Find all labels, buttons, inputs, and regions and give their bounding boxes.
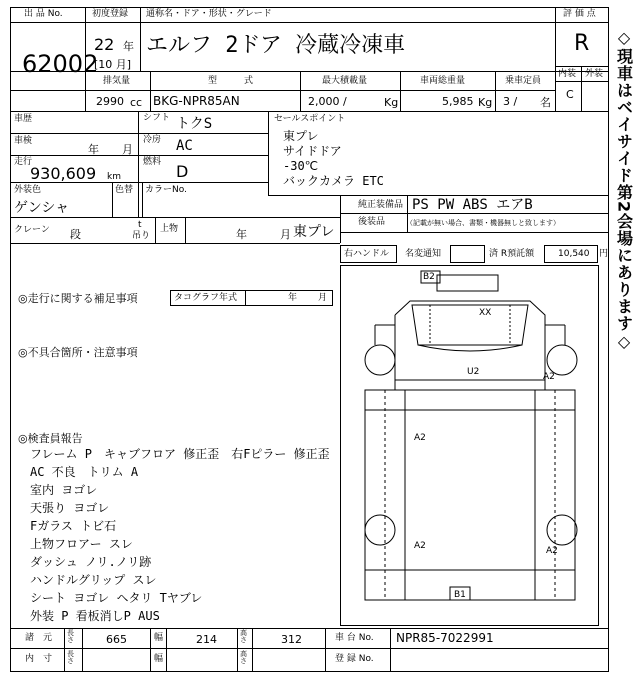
- name-change-label: 名変通知: [405, 249, 442, 259]
- genuine-equipment-label: 純正装備品: [358, 200, 404, 210]
- first-registration-year: 22: [94, 35, 115, 54]
- score-label: 評 価 点: [563, 9, 596, 19]
- dimensions-label: 諸 元: [25, 633, 53, 643]
- vehicle-name-label: 通称名・ドア・形状・グレード: [146, 9, 272, 19]
- sales-point-label: セールスポイント: [274, 114, 346, 124]
- sales-point-line: -30℃: [283, 159, 319, 173]
- history-label: 車歴: [14, 114, 33, 124]
- damage-mark-xx: XX: [479, 308, 492, 318]
- damage-mark-b1: B1: [454, 590, 466, 600]
- shift-label: シフト: [143, 113, 171, 123]
- first-registration-month: [10 月]: [94, 58, 132, 71]
- crane-ton-unit: t: [138, 220, 142, 230]
- ac-value: AC: [176, 138, 193, 154]
- kg-unit: Kg: [384, 96, 399, 109]
- sales-point-line: 東プレ: [283, 129, 319, 143]
- sales-point-line: サイドドア: [283, 144, 342, 158]
- km-unit: km: [107, 172, 121, 182]
- tachograph-year-unit: 年: [288, 293, 298, 303]
- sales-point-line: バックカメラ ETC: [283, 174, 384, 188]
- model-code: BKG-NPR85AN: [153, 94, 240, 108]
- width-label: 幅: [154, 633, 164, 643]
- mileage-label: 走行: [14, 157, 33, 167]
- max-load-label: 最大積載量: [322, 76, 368, 86]
- capacity: 3 /: [503, 95, 518, 108]
- gross-weight-unit: Kg: [478, 96, 493, 109]
- capacity-label: 乗車定員: [505, 76, 542, 86]
- inspector-note: 室内 ヨゴレ: [30, 483, 98, 497]
- color-change-label: 色替: [115, 185, 134, 195]
- gross-weight-label: 車両総重量: [420, 76, 466, 86]
- displacement: 2990: [96, 95, 124, 108]
- damage-mark-a2: A2: [543, 372, 555, 382]
- chassis-number-label: 車 台 No.: [335, 633, 374, 643]
- venue-notice: [610, 28, 638, 398]
- tachograph-month-unit: 月: [318, 293, 328, 303]
- cc-unit: cc: [130, 96, 143, 109]
- mileage: 930,609: [30, 164, 97, 183]
- inspector-note: ダッシュ ノリ.ノリ跡: [30, 555, 152, 569]
- handle-side: 右ハンドル: [344, 249, 390, 259]
- height-value: 312: [281, 633, 302, 646]
- length-value: 665: [106, 633, 127, 646]
- inspector-note: フレーム P キャブフロア 修正歪 右Fピラー 修正歪: [30, 447, 330, 461]
- inspector-note: 外装 P 看板消しP AUS: [30, 609, 160, 623]
- year-unit: 年: [123, 40, 134, 53]
- width-value: 214: [196, 633, 217, 646]
- length-label: 長さ: [67, 629, 74, 644]
- interior-grade-label: 内装: [558, 69, 577, 79]
- aftermarket-note: （記載が無い場合、書類・機器無しと致します）: [406, 219, 560, 227]
- defects-label: ◎不具合箇所・注意事項: [18, 346, 138, 359]
- exterior-grade-label: 外装: [585, 69, 604, 79]
- shift-value: トクS: [176, 116, 213, 132]
- inspector-report-label: ◎検査員報告: [18, 432, 83, 445]
- exterior-color-label: 外装色: [14, 185, 42, 195]
- height-label: 高さ: [240, 629, 247, 644]
- exterior-color: ゲンシャ: [14, 200, 70, 216]
- inspection-month-unit: 月: [122, 143, 133, 156]
- upholstery-year-unit: 年: [236, 228, 247, 241]
- ac-label: 冷房: [143, 135, 162, 145]
- damage-mark-a2: A2: [414, 433, 426, 443]
- chassis-number: NPR85-7022991: [396, 631, 494, 645]
- inspection-label: 車検: [14, 136, 33, 146]
- damage-mark-b2: B2: [423, 272, 435, 282]
- recycle-deposit-label: 済 R預託額: [489, 249, 535, 259]
- first-registration-label: 初度登録: [92, 9, 129, 19]
- color-code-label: カラーNo.: [145, 185, 187, 195]
- upholstery-maker: 東プレ: [293, 224, 335, 240]
- interior-grade: C: [566, 88, 574, 101]
- displacement-label: 排気量: [103, 76, 131, 86]
- inner-length-label: 長さ: [67, 650, 74, 665]
- vehicle-damage-diagram: [340, 265, 600, 627]
- inspector-note: ハンドルグリップ スレ: [30, 573, 157, 587]
- fuel-value: D: [176, 162, 189, 181]
- inspector-note: Fガラス トビ石: [30, 519, 117, 533]
- registration-number-label: 登 録 No.: [335, 654, 374, 664]
- yen-unit: 円: [599, 249, 609, 259]
- crane-stage-unit: 段: [70, 228, 81, 241]
- inspector-note: AC 不良 トリム A: [30, 465, 139, 479]
- capacity-unit: 名: [540, 96, 551, 109]
- inspector-note: シート ヨゴレ ヘタリ Tヤブレ: [30, 591, 203, 605]
- lot-number-label: 出 品 No.: [24, 9, 63, 19]
- genuine-equipment: PS PW ABS エアB: [412, 197, 533, 213]
- inspector-note: 天張り ヨゴレ: [30, 501, 110, 515]
- model-label: 型 式: [208, 76, 254, 86]
- damage-mark-a2: A2: [414, 541, 426, 551]
- damage-mark-a2: A2: [546, 546, 558, 556]
- score-value: R: [574, 31, 590, 56]
- aftermarket-label: 後装品: [358, 217, 386, 227]
- vehicle-name: エルフ 2ドア 冷蔵冷凍車: [146, 33, 406, 58]
- inner-width-label: 幅: [154, 654, 164, 664]
- max-load: 2,000 /: [308, 95, 347, 108]
- inspection-year-unit: 年: [88, 143, 99, 156]
- tachograph-label: タコグラフ年式: [174, 293, 238, 303]
- gross-weight: 5,985: [442, 95, 474, 108]
- upholstery-label: 上物: [160, 224, 179, 234]
- recycle-deposit-amount: 10,540: [558, 249, 590, 259]
- driving-notes-label: ◎走行に関する補足事項: [18, 292, 138, 305]
- inner-dimensions-label: 内 寸: [25, 654, 53, 664]
- fuel-label: 燃料: [143, 157, 162, 167]
- damage-mark-u2: U2: [467, 367, 480, 377]
- inspector-note: 上物フロアー スレ: [30, 537, 133, 551]
- venue-notice-text: ◇現車はベイサイド第2会場にあります◇: [614, 28, 634, 353]
- upholstery-month-unit: 月: [280, 228, 291, 241]
- inner-height-label: 高さ: [240, 650, 247, 665]
- lot-number: 62002: [22, 50, 99, 78]
- crane-lift-unit: 吊り: [132, 231, 151, 241]
- crane-label: クレーン: [14, 225, 50, 235]
